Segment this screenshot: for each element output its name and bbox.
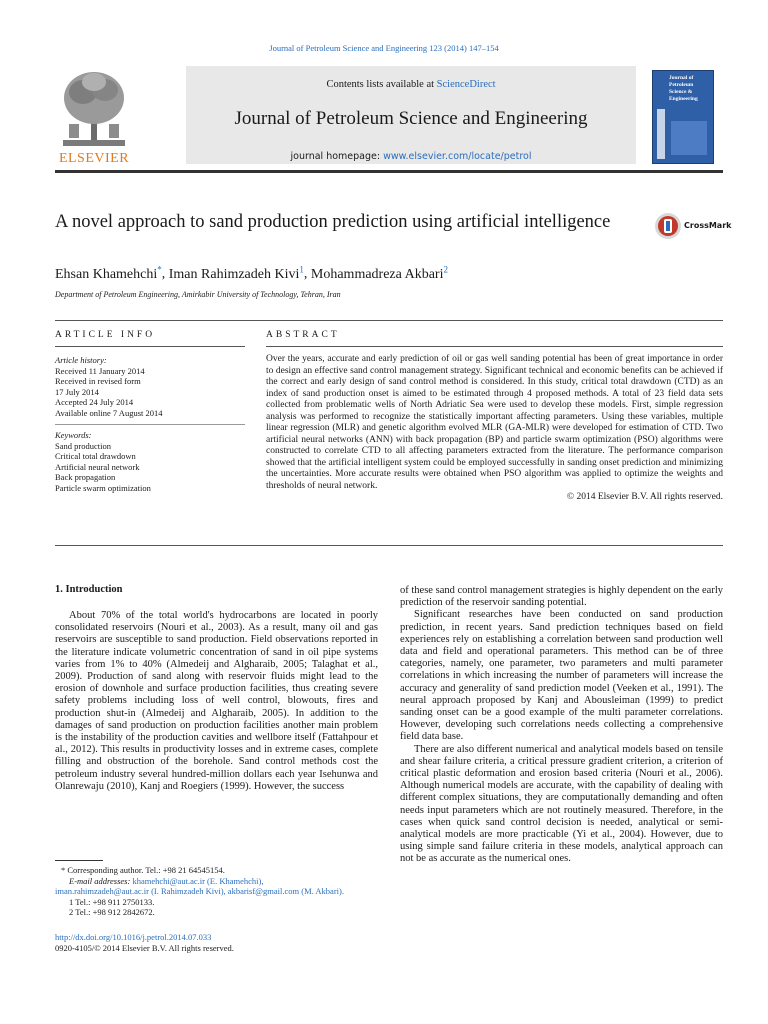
crossmark-badge[interactable]	[654, 212, 734, 240]
email-links-2[interactable]: iman.rahimzadeh@aut.ac.ir (I. Rahimzadeh Kivi), akbarisf@gmail.com (M. Akbari).	[55, 886, 344, 896]
author-1[interactable]	[55, 264, 162, 282]
keywords-label: Keywords:	[55, 430, 92, 440]
doi-link[interactable]: http://dx.doi.org/10.1016/j.petrol.2014.07.033	[55, 932, 212, 942]
intro-paragraph: Significant researches have been conducted on sand production prediction, in recent years. Sand prediction techniques based on field experiences rely on establishing a correlation between sand production well data and field and operational parameters. This method can be of three categories, namely, one parameter, two parameters and multi parameter correlations in which increasing the number of parameters will increase the accuracy and generality of sand prediction model (Veeken et al., 1991). The neural approach proposed by Kanj and Abousleiman (1999) to predict sanding onset can be a good example of the multi parameter correlations. However, developing such correlations needs collecting a comprehensive field data base.	[400, 609, 723, 743]
keyword: Back propagation	[55, 472, 116, 482]
keywords	[55, 430, 245, 493]
crossmark-icon	[654, 212, 682, 240]
author-mark[interactable]: *	[157, 264, 162, 274]
intro-paragraph: of these sand control management strategies is highly dependent on the early prediction of the reservoir sanding potential.	[400, 585, 723, 609]
author-separator: ,	[303, 266, 311, 282]
article-title: A novel approach to sand production prediction using artificial intelligence	[55, 212, 611, 232]
intro-heading: 1. Introduction	[55, 584, 123, 595]
cover-line-4: Engineering	[669, 96, 698, 102]
cover-line-2: Petroleum	[669, 82, 694, 88]
journal-cover[interactable]	[652, 70, 714, 164]
history-item: Available online 7 August 2014	[55, 407, 163, 418]
affiliation: Department of Petroleum Engineering, Amirkabir University of Technology, Tehran, Iran	[55, 290, 341, 299]
article-info-heading: ARTICLE INFO	[55, 330, 156, 340]
abstract-heading: ABSTRACT	[266, 330, 340, 340]
crossmark-label: CrossMark	[684, 221, 732, 230]
author-mark[interactable]: 1	[299, 264, 304, 274]
author-name: Iman Rahimzadeh Kivi	[168, 266, 300, 282]
author-separator: ,	[161, 266, 169, 282]
tel-note-2: 2 Tel.: +98 912 2842672.	[69, 907, 155, 917]
issn-line: 0920-4105/© 2014 Elsevier B.V. All rights reserved.	[55, 943, 234, 953]
article-history	[55, 355, 245, 418]
intro-left-column	[55, 610, 378, 793]
author-mark[interactable]: 2	[443, 264, 448, 274]
history-item: Received 11 January 2014	[55, 365, 145, 376]
author-2[interactable]	[168, 264, 304, 282]
history-label: Article history:	[55, 355, 107, 365]
contents-line	[186, 79, 636, 90]
intro-paragraph: There are also different numerical and analytical models based on tensile and shear failure criteria, a critical pressure gradient criterion, a criterion of critical plastic deformation and erosion based criteria (Nouri et al., 2006). Although numerical models are accurate, with the capability of dealing with different complex situations, they are computationally demanding and often needs input parameters which are not routinely measured. Therefore, in the cases when quick sand control decision is needed, analytical or semi-analytical models are more practicable (Yi et al., 2004). However, due to using simple sand failure criteria in these models, analytical approach can not be as accurate as the numerical ones.	[400, 743, 723, 865]
cover-line-1: Journal of	[669, 75, 694, 81]
author-name: Mohammadreza Akbari	[310, 266, 444, 282]
homepage-label: journal homepage:	[290, 151, 384, 162]
sciencedirect-link[interactable]: ScienceDirect	[436, 79, 496, 90]
author-name: Ehsan Khamehchi	[55, 266, 158, 282]
history-item: 17 July 2014	[55, 386, 99, 397]
elsevier-tree-icon	[55, 66, 133, 150]
footnote-rule	[55, 860, 103, 861]
contents-prefix: Contents lists available at	[326, 79, 437, 90]
header-rule	[55, 170, 723, 173]
history-item: Received in revised form	[55, 376, 141, 386]
keyword: Sand production	[55, 440, 111, 451]
journal-citation[interactable]: Journal of Petroleum Science and Engineering 123 (2014) 147–154	[269, 43, 499, 53]
keyword: Critical total drawdown	[55, 451, 136, 461]
keyword: Particle swarm optimization	[55, 482, 151, 493]
history-rule	[55, 424, 245, 425]
email-links-1[interactable]: khamehchi@aut.ac.ir (E. Khamehchi),	[132, 875, 264, 886]
journal-homepage	[186, 151, 636, 162]
elsevier-logo	[55, 66, 133, 166]
author-3[interactable]	[310, 264, 448, 282]
abstract-body	[266, 354, 723, 504]
abstract-bottom-rule	[55, 545, 723, 546]
info-top-rule	[55, 320, 723, 321]
keyword: Artificial neural network	[55, 461, 140, 472]
journal-title: Journal of Petroleum Science and Engineering	[234, 108, 588, 129]
homepage-link[interactable]: www.elsevier.com/locate/petrol	[383, 151, 532, 162]
cover-line-3: Science &	[669, 89, 693, 95]
footnotes	[55, 865, 385, 918]
email-label: E-mail addresses:	[69, 875, 133, 886]
intro-paragraph: About 70% of the total world's hydrocarbons are located in poorly consolidated reservoirs (Nouri et al., 2003). As a result, many oil and gas reservoirs are susceptible to sand production. Field observations reported in the literature indicate volumetric concentration of sand in oil pipe systems varies from 1% to 40% (Almedeij and Algharaib, 2005; Talaghat et al., 2009). Production of sand along with reservoir fluids might lead to the erosion of downhole and surface production facilities, thus creating severe safety problems including loss of well control, blowouts, fires and production shut-in (Almedeij and Algharaib, 2005). In addition to the damages of sand production on production facilities another main problem is the instability of the production cavities and wellbore itself (Fattahpour et al., 2012). This results in productivity losses and in extreme cases, complete filling and obstruction of the borehole. Sand control methods cost the petroleum industry several hundred-million dollars each year Isehunwa and Olanrewaju (2010), Kanj and Roegiers (1999). However, the success	[55, 610, 378, 792]
author-list	[55, 264, 448, 283]
history-item: Accepted 24 July 2014	[55, 397, 134, 407]
publisher-name: ELSEVIER	[58, 151, 130, 166]
intro-right-column	[400, 585, 723, 866]
tel-note-1: 1 Tel.: +98 911 2750133.	[69, 896, 155, 907]
email-line	[55, 876, 385, 887]
info-heading-rule	[55, 346, 245, 347]
abstract-heading-rule	[266, 346, 723, 347]
abstract-text: Over the years, accurate and early prediction of oil or gas well sanding potential has been of great importance in order to design an effective sand control management strategy. Significant technical and economic benefits can be achieved if the correct and early design of sand control method is considered. In this study, critical total drawdown (CTD) as an index of sand production onset is aimed to be estimated through 4 proposed methods. A total of 23 field data sets collected from problematic wells of North Adriatic Sea were used to develop these models. First, simple regression analysis was performed to recognize the statistically important affecting parameters. Using these variables, multiple linear regression (MLR) and genetic algorithm evolved MLR (GA-MLR) were developed for estimation of CTD. Two artificial neural networks (ANN) with back propagation (BP) and particle swarm optimization (PSO) algorithms were constructed to correlate CTD to all affecting parameters extracted from the literature. The performance comparison showed that the artificial intelligent system could be employed successfully in sanding onset prediction and minimizing the uncertainties. More accurate results were obtained when PSO algorithm was applied to optimize the weights and thresholds of neural network.	[266, 354, 723, 491]
corresponding-author-note: * Corresponding author. Tel.: +98 21 64545154.	[61, 865, 225, 875]
abstract-copyright: © 2014 Elsevier B.V. All rights reserved.	[566, 492, 723, 502]
